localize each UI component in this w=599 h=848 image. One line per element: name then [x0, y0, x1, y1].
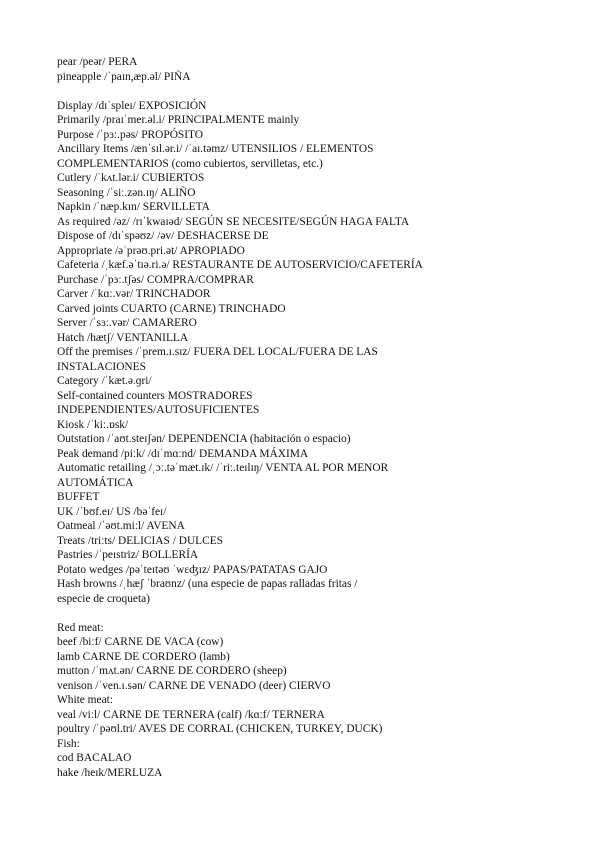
vocabulary-list [57, 55, 577, 780]
text-line: Oatmeal /ˈəʊt.miːl/ AVENA [57, 520, 185, 532]
text-line: Off the premises /ˈprem.ɪ.sɪz/ FUERA DEL LOCAL/FUERA DE LAS [57, 346, 378, 358]
text-line: COMPLEMENTARIOS (como cubiertos, servilletas, etc.) [57, 157, 323, 170]
text-line: Server /ˈsɜː.vər/ CAMARERO [57, 317, 197, 329]
text-line: Napkin /ˈnæp.kɪn/ SERVILLETA [57, 201, 210, 213]
blank-line [57, 84, 577, 99]
text-line: AUTOMÁTICA [57, 476, 134, 489]
text-line: Carver /ˈkɑː.vər/ TRINCHADOR [57, 288, 211, 300]
text-line: INSTALACIONES [57, 360, 146, 373]
text-line: mutton /ˈmʌt.ən/ CARNE DE CORDERO (sheep) [57, 665, 287, 677]
text-line: Kiosk /ˈkiː.ɒsk/ [57, 418, 129, 431]
text-line: White meat: [57, 694, 113, 706]
text-line: Hatch /hætʃ/ VENTANILLA [57, 331, 189, 344]
text-line: Purchase /ˈpɜː.tʃəs/ COMPRA/COMPRAR [57, 273, 254, 286]
text-line: Dispose of /dɪˈspəʊz/ /əv/ DESHACERSE DE [57, 230, 269, 242]
text-line: As required /əz/ /rɪˈkwaɪəd/ SEGÚN SE NECESITE/SEGÚN HAGA FALTA [57, 215, 410, 228]
text-line: Category /ˈkæt.ə.ɡri/ [57, 375, 152, 387]
text-line: Fish: [57, 737, 80, 750]
text-line: pineapple /ˈpaɪn,æp.əl/ PIÑA [57, 70, 191, 83]
text-line: Appropriate /əˈprəʊ.pri.ət/ APROPIADO [57, 244, 245, 257]
text-line: Automatic retailing /ˌɔː.təˈmæt.ɪk/ /ˈriː.teɪlɪŋ/ VENTA AL POR MENOR [57, 462, 389, 474]
text-line: Outstation /ˈaʊt.steɪʃən/ DEPENDENCIA (habitación o espacio) [57, 433, 351, 445]
text-line: INDEPENDIENTES/AUTOSUFICIENTES [57, 404, 260, 416]
text-line: BUFFET [57, 491, 100, 503]
text-line: Treats /triːts/ DELICIAS / DULCES [57, 534, 224, 547]
text-line: Red meat: [57, 621, 104, 634]
text-line: Pastries /ˈpeɪstriz/ BOLLERÍA [57, 549, 199, 561]
text-line: Carved joints CUARTO (CARNE) TRINCHADO [57, 302, 286, 315]
text-line: UK /ˈbʊf.eɪ/ US /bəˈfeɪ/ [57, 505, 167, 518]
text-line: Seasoning /ˈsiː.zən.ɪŋ/ ALIÑO [57, 186, 196, 199]
text-line: Primarily /praɪˈmer.əl.i/ PRINCIPALMENTE mainly [57, 114, 300, 126]
text-line: Purpose /ˈpɜː.pəs/ PROPÓSITO [57, 128, 204, 141]
text-line: Potato wedges /pəˈteɪtəʊ ˈwɛʤɪz/ PAPAS/PATATAS GAJO [57, 563, 328, 576]
text-line: veal /viːl/ CARNE DE TERNERA (calf) /kɑːf/ TERNERA [57, 708, 325, 721]
text-line: beef /biːf/ CARNE DE VACA (cow) [57, 636, 224, 648]
text-line: hake /heɪk/MERLUZA [57, 766, 163, 779]
text-line: Cutlery /ˈkʌt.lər.i/ CUBIERTOS [57, 172, 205, 184]
text-line: venison /ˈven.ɪ.sən/ CARNE DE VENADO (deer) CIERVO [57, 679, 331, 692]
text-line: Cafeteria /ˌkæf.əˈtɪə.ri.ə/ RESTAURANTE DE AUTOSERVICIO/CAFETERÍA [57, 259, 423, 271]
text-line: Peak demand /piːk/ /dɪˈmɑːnd/ DEMANDA MÁXIMA [57, 447, 309, 460]
text-line: Self-contained counters MOSTRADORES [57, 389, 253, 402]
text-line: pear /peər/ PERA [57, 56, 138, 68]
text-line: Display /dɪˈspleɪ/ EXPOSICIÓN [57, 99, 207, 112]
blank-line [57, 606, 577, 621]
text-line: especie de croqueta) [57, 592, 150, 605]
text-line: poultry /ˈpəʊl.tri/ AVES DE CORRAL (CHICKEN, TURKEY, DUCK) [57, 723, 383, 735]
text-line: lamb CARNE DE CORDERO (lamb) [57, 650, 230, 663]
text-line: Ancillary Items /ænˈsɪl.ər.i/ /ˈaɪ.təmz/ UTENSILIOS / ELEMENTOS [57, 143, 374, 155]
text-line: Hash browns /ˌhæʃ ˈbraʊnz/ (una especie de papas ralladas fritas / [57, 578, 358, 590]
text-line: cod BACALAO [57, 752, 132, 764]
